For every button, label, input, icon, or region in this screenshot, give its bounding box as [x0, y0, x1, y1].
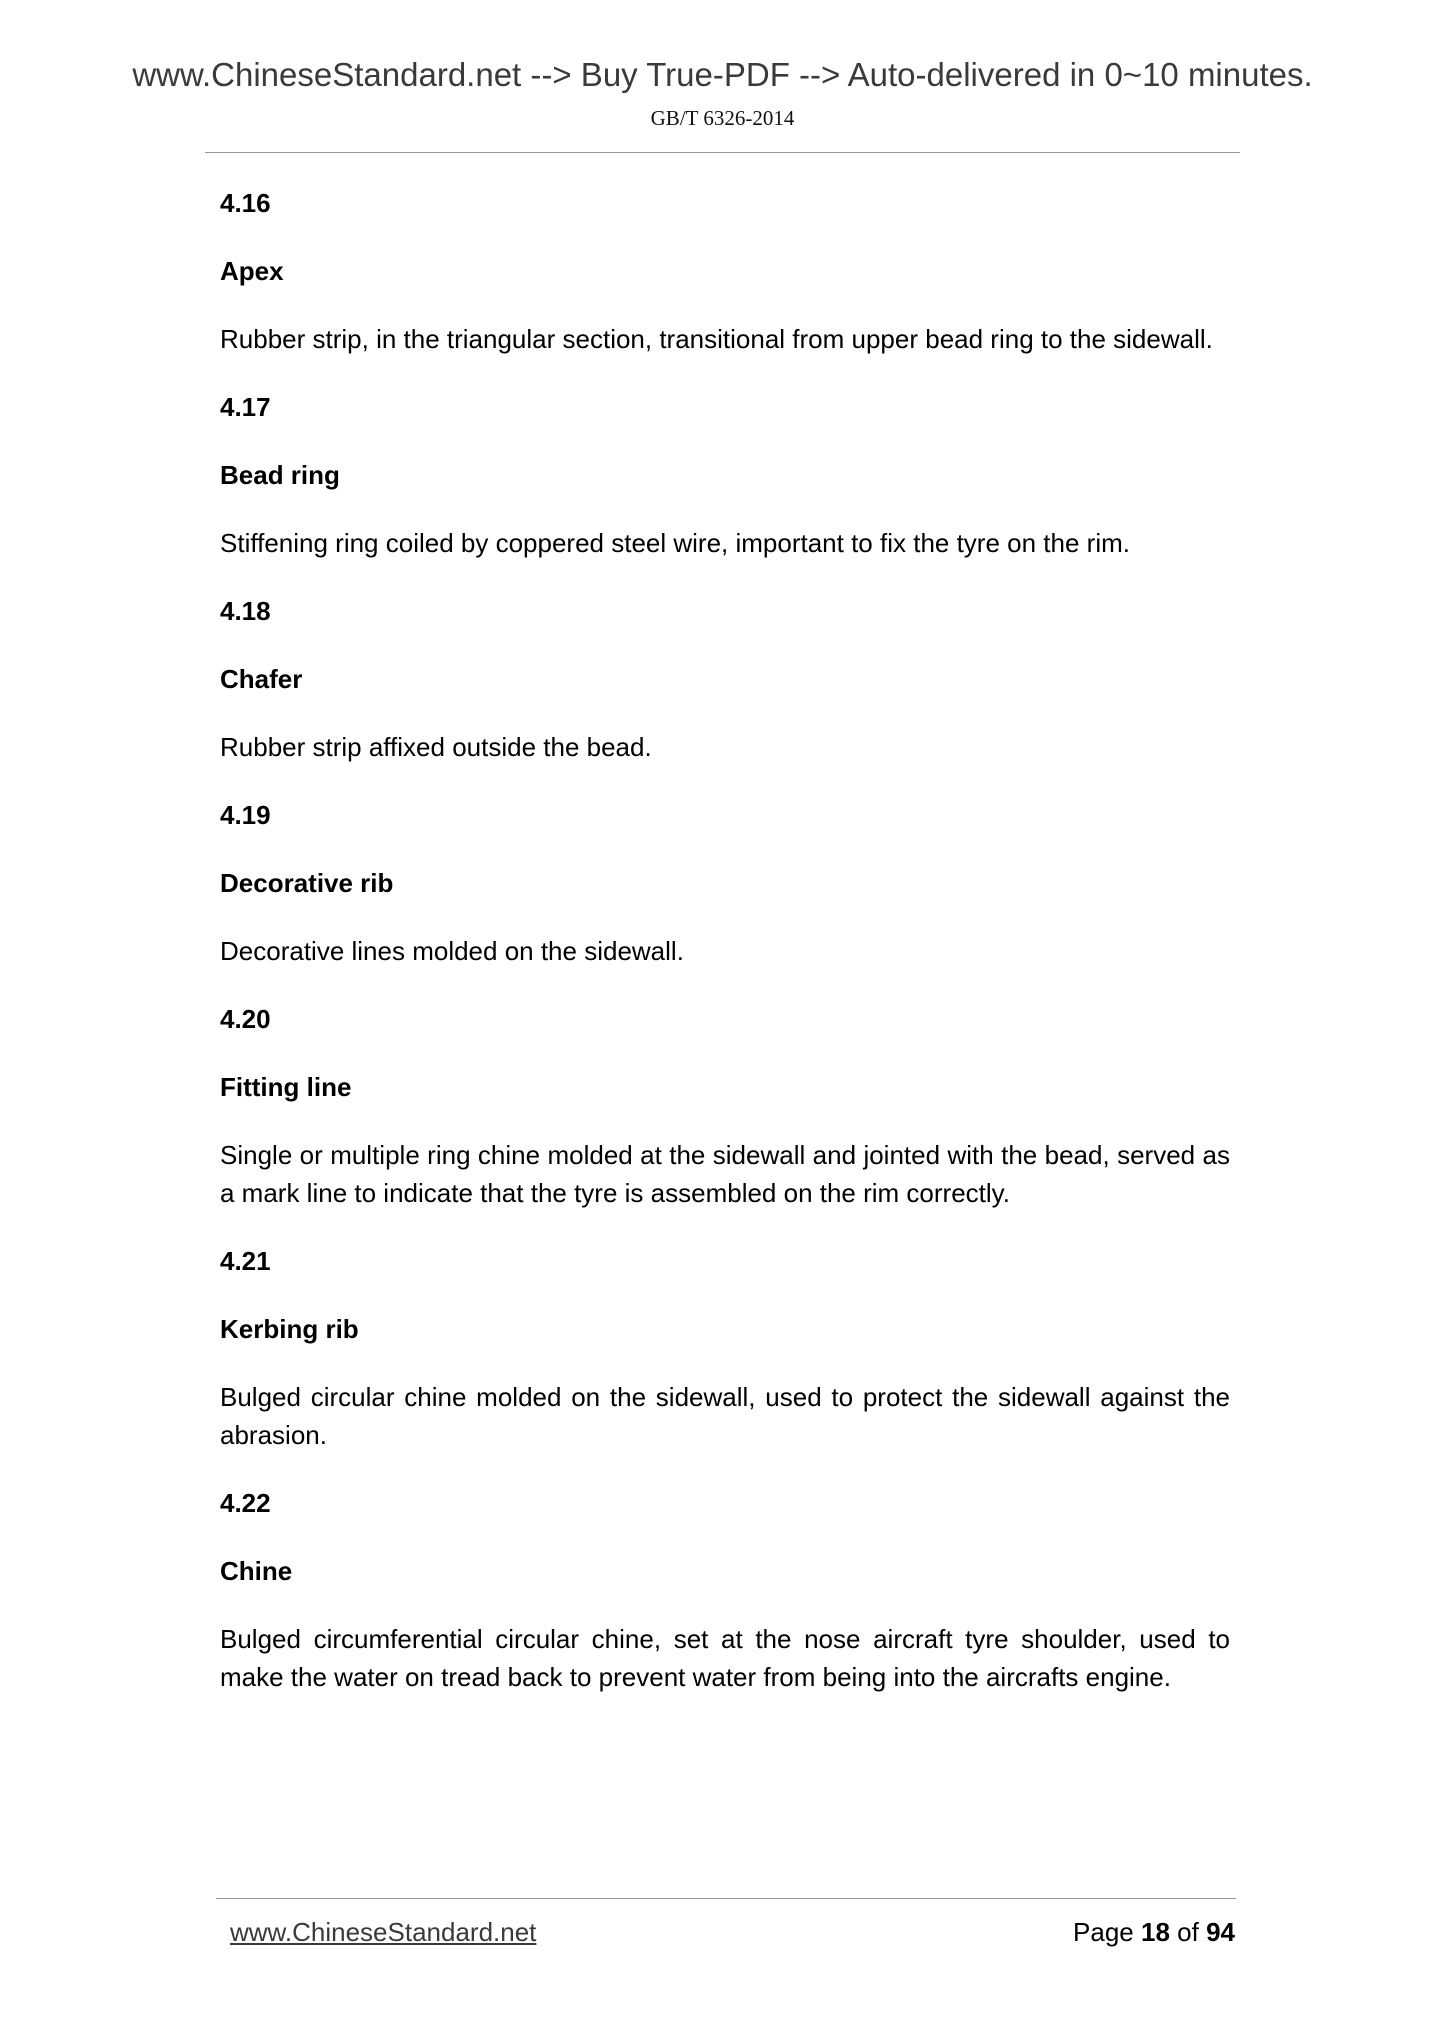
header-divider: [205, 152, 1240, 153]
clause-number: 4.21: [220, 1246, 271, 1276]
document-body: [220, 184, 1230, 1726]
header-banner: www.ChineseStandard.net --> Buy True-PDF --> Auto-delivered in 0~10 minutes.: [132, 56, 1313, 93]
clause-term: Chafer: [220, 664, 303, 694]
clause-term: Decorative rib: [220, 868, 394, 898]
clause-definition: Rubber strip, in the triangular section, transitional from upper bead ring to the sidewall.: [220, 324, 1213, 354]
clause-definition: Rubber strip affixed outside the bead.: [220, 732, 652, 762]
page-total: 94: [1206, 1917, 1235, 1947]
clause-4-18: [220, 592, 1230, 766]
clause-number: 4.18: [220, 596, 271, 626]
clause-4-16: [220, 184, 1230, 358]
clause-term: Bead ring: [220, 460, 340, 490]
clause-4-22: [220, 1484, 1230, 1696]
page-indicator: [1073, 1917, 1235, 1948]
footer-divider: [216, 1898, 1236, 1899]
footer-site-link[interactable]: www.ChineseStandard.net: [230, 1917, 537, 1947]
clause-definition: Single or multiple ring chine molded at the sidewall and jointed with the bead, served as a mark line to indicate that the tyre is assembled on the rim correctly.: [220, 1140, 1230, 1208]
clause-4-20: [220, 1000, 1230, 1212]
clause-number: 4.20: [220, 1004, 271, 1034]
clause-definition: Bulged circumferential circular chine, set at the nose aircraft tyre shoulder, used to make the water on tread back to prevent water from being into the aircrafts engine.: [220, 1624, 1230, 1692]
standard-code: GB/T 6326-2014: [650, 106, 795, 130]
clause-number: 4.19: [220, 800, 271, 830]
page-prefix: Page: [1073, 1917, 1134, 1947]
page-current: 18: [1141, 1917, 1170, 1947]
clause-4-19: [220, 796, 1230, 970]
clause-definition: Stiffening ring coiled by coppered steel wire, important to fix the tyre on the rim.: [220, 528, 1130, 558]
clause-definition: Decorative lines molded on the sidewall.: [220, 936, 684, 966]
clause-number: 4.22: [220, 1488, 271, 1518]
clause-term: Fitting line: [220, 1072, 352, 1102]
clause-number: 4.17: [220, 392, 271, 422]
clause-4-17: [220, 388, 1230, 562]
clause-4-21: [220, 1242, 1230, 1454]
clause-definition: Bulged circular chine molded on the sidewall, used to protect the sidewall against the abrasion.: [220, 1382, 1230, 1450]
clause-term: Kerbing rib: [220, 1314, 359, 1344]
clause-number: 4.16: [220, 188, 271, 218]
clause-term: Chine: [220, 1556, 293, 1586]
page-of: of: [1177, 1917, 1199, 1947]
clause-term: Apex: [220, 256, 284, 286]
